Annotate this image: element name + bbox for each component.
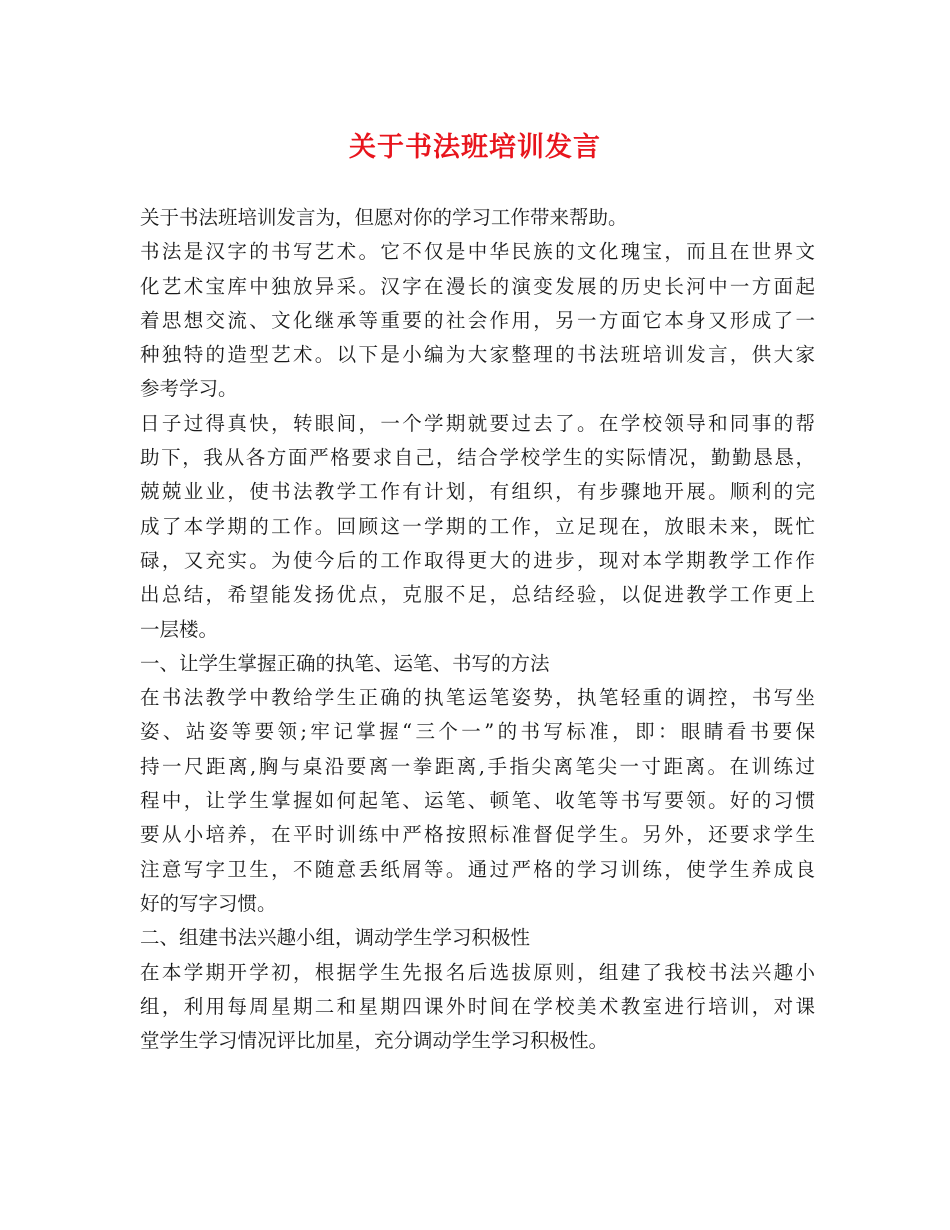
text-line: 姿、站姿等要领;牢记掌握“三个一”的书写标准，即：眼睛看书要保 bbox=[140, 720, 815, 744]
text-line: 一、让学生掌握正确的执笔、运笔、书写的方法 bbox=[140, 651, 550, 675]
text-line: 成了本学期的工作。回顾这一学期的工作，立足现在，放眼未来，既忙 bbox=[140, 514, 815, 538]
text-line: 种独特的造型艺术。以下是小编为大家整理的书法班培训发言，供大家 bbox=[140, 343, 815, 367]
text-line: 助下，我从各方面严格要求自己，结合学校学生的实际情况，勤勤恳恳， bbox=[140, 446, 815, 470]
text-line: 兢兢业业，使书法教学工作有计划，有组织，有步骤地开展。顺利的完 bbox=[140, 480, 815, 504]
text-line: 参考学习。 bbox=[140, 377, 238, 401]
text-line: 好的写字习惯。 bbox=[140, 891, 277, 915]
document-title: 关于书法班培训发言 bbox=[349, 132, 601, 163]
text-line: 日子过得真快，转眼间，一个学期就要过去了。在学校领导和同事的帮 bbox=[140, 411, 815, 435]
text-line: 堂学生学习情况评比加星，充分调动学生学习积极性。 bbox=[140, 1029, 609, 1053]
text-line: 着思想交流、文化继承等重要的社会作用，另一方面它本身又形成了一 bbox=[140, 308, 815, 332]
text-line: 一层楼。 bbox=[140, 617, 219, 641]
text-line: 二、组建书法兴趣小组，调动学生学习积极性 bbox=[140, 926, 531, 950]
text-line: 化艺术宝库中独放异采。汉字在漫长的演变发展的历史长河中一方面起 bbox=[140, 274, 815, 298]
text-line: 要从小培养，在平时训练中严格按照标准督促学生。另外，还要求学生 bbox=[140, 823, 815, 847]
text-line: 在本学期开学初，根据学生先报名后选拔原则，组建了我校书法兴趣小 bbox=[140, 960, 815, 984]
text-line: 在书法教学中教给学生正确的执笔运笔姿势，执笔轻重的调控，书写坐 bbox=[140, 686, 815, 710]
text-line: 持一尺距离,胸与桌沿要离一拳距离,手指尖离笔尖一寸距离。在训练过 bbox=[140, 754, 815, 778]
text-line: 碌，又充实。为使今后的工作取得更大的进步，现对本学期教学工作作 bbox=[140, 548, 815, 572]
text-line: 出总结，希望能发扬优点，克服不足，总结经验，以促进教学工作更上 bbox=[140, 583, 815, 607]
document-body bbox=[140, 201, 815, 1058]
text-line: 程中，让学生掌握如何起笔、运笔、顿笔、收笔等书写要领。好的习惯 bbox=[140, 789, 815, 813]
text-line: 关于书法班培训发言为，但愿对你的学习工作带来帮助。 bbox=[140, 206, 628, 229]
text-line: 书法是汉字的书写艺术。它不仅是中华民族的文化瑰宝，而且在世界文 bbox=[140, 240, 815, 264]
text-line: 注意写字卫生，不随意丢纸屑等。通过严格的学习训练，使学生养成良 bbox=[140, 857, 815, 881]
text-line: 组，利用每周星期二和星期四课外时间在学校美术教室进行培训，对课 bbox=[140, 994, 815, 1018]
